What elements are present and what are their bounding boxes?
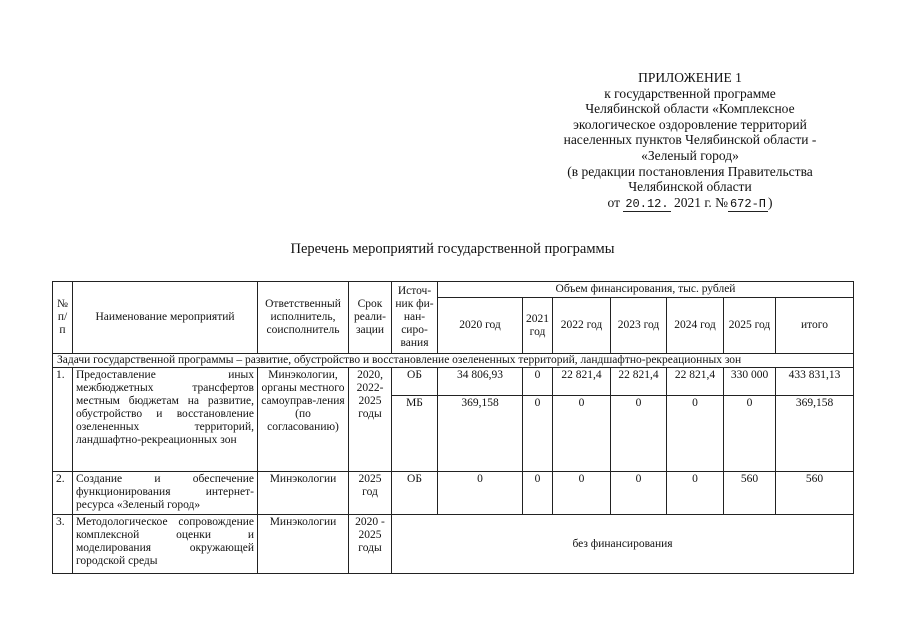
cell-2023: 0 — [611, 472, 667, 515]
header-total: итого — [776, 298, 854, 354]
appendix-date-line — [520, 195, 860, 212]
appendix-line: населенных пунктов Челябинской области - — [563, 132, 817, 148]
cell-2023: 0 — [611, 396, 667, 472]
header-year-2021: 2021 год — [523, 298, 553, 354]
cell-2020: 0 — [438, 472, 523, 515]
appendix-line: к государственной программе — [604, 85, 776, 101]
header-year-2020: 2020 год — [438, 298, 523, 354]
cell-2024: 0 — [667, 396, 724, 472]
appendix-line: экологическое оздоровление территорий — [573, 116, 807, 132]
row-num: 2. — [53, 472, 73, 515]
row-executor: Минэкологии, органы местного самоуправ-ления (по согласованию) — [258, 368, 349, 472]
row-num: 3. — [53, 515, 73, 574]
date-year: 2021 г. № — [673, 194, 728, 210]
handwritten-date: 20.12. — [625, 196, 669, 211]
cell-2024: 0 — [667, 472, 724, 515]
header-term: Срок реали-зации — [349, 282, 392, 354]
cell-2021: 0 — [523, 396, 553, 472]
cell-2021: 0 — [523, 368, 553, 396]
cell-total: 369,158 — [776, 396, 854, 472]
task-row — [53, 354, 854, 368]
cell-2022: 22 821,4 — [553, 368, 611, 396]
appendix-line: Челябинской области — [628, 179, 752, 195]
table-row — [53, 472, 854, 515]
cell-2025: 0 — [724, 396, 776, 472]
appendix-header — [520, 70, 860, 212]
cell-2025: 330 000 — [724, 368, 776, 396]
cell-2021: 0 — [523, 472, 553, 515]
row-term: 2020 - 2025 годы — [349, 515, 392, 574]
cell-total: 560 — [776, 472, 854, 515]
row-source: ОБ — [392, 472, 438, 515]
header-name: Наименование мероприятий — [73, 282, 258, 354]
header-num: № п/п — [53, 282, 73, 354]
no-financing-cell: без финансирования — [392, 515, 854, 574]
date-prefix: от — [607, 194, 620, 210]
header-source: Источ-ник фи-нан-сиро-вания — [392, 282, 438, 354]
program-activities-table — [52, 281, 854, 574]
cell-2022: 0 — [553, 472, 611, 515]
document-title: Перечень мероприятий государственной программы — [290, 241, 615, 257]
row-name: Методологическое сопровождение комплексной оценки и моделирования окружающей городской среды — [73, 515, 258, 574]
cell-2020: 34 806,93 — [438, 368, 523, 396]
row-executor: Минэкологии — [258, 515, 349, 574]
cell-2020: 369,158 — [438, 396, 523, 472]
row-name: Предоставление иных межбюджетных трансфертов местным бюджетам на развитие, обустройство и восстановление озелененных территорий, ландшафтно-рекреационных зон — [73, 368, 258, 472]
appendix-line: «Зеленый город» — [641, 147, 739, 163]
row-term: 2020, 2022-2025 годы — [349, 368, 392, 472]
cell-2023: 22 821,4 — [611, 368, 667, 396]
row-name: Создание и обеспечение функционирования интернет-ресурса «Зеленый город» — [73, 472, 258, 515]
header-executor: Ответственный исполнитель, соисполнитель — [258, 282, 349, 354]
header-year-2024: 2024 год — [667, 298, 724, 354]
header-year-2023: 2023 год — [611, 298, 667, 354]
task-text: Задачи государственной программы – развитие, обустройство и восстановление озелененных территорий, ландшафтно-рекреационных зон — [53, 354, 854, 368]
header-row — [53, 282, 854, 298]
table-row — [53, 368, 854, 396]
row-executor: Минэкологии — [258, 472, 349, 515]
appendix-line: Челябинской области «Комплексное — [585, 101, 795, 117]
header-year-2025: 2025 год — [724, 298, 776, 354]
cell-2024: 22 821,4 — [667, 368, 724, 396]
table-row — [53, 515, 854, 574]
row-source: ОБ — [392, 368, 438, 396]
cell-total: 433 831,13 — [776, 368, 854, 396]
cell-2022: 0 — [553, 396, 611, 472]
header-financing: Объем финансирования, тыс. рублей — [438, 282, 854, 298]
appendix-title: ПРИЛОЖЕНИЕ 1 — [638, 70, 742, 85]
cell-2025: 560 — [724, 472, 776, 515]
date-suffix: ) — [768, 194, 773, 210]
handwritten-number: 672-П — [729, 196, 766, 211]
header-year-2022: 2022 год — [553, 298, 611, 354]
appendix-line: (в редакции постановления Правительства — [567, 163, 813, 179]
row-term: 2025 год — [349, 472, 392, 515]
row-num: 1. — [53, 368, 73, 472]
row-source: МБ — [392, 396, 438, 472]
